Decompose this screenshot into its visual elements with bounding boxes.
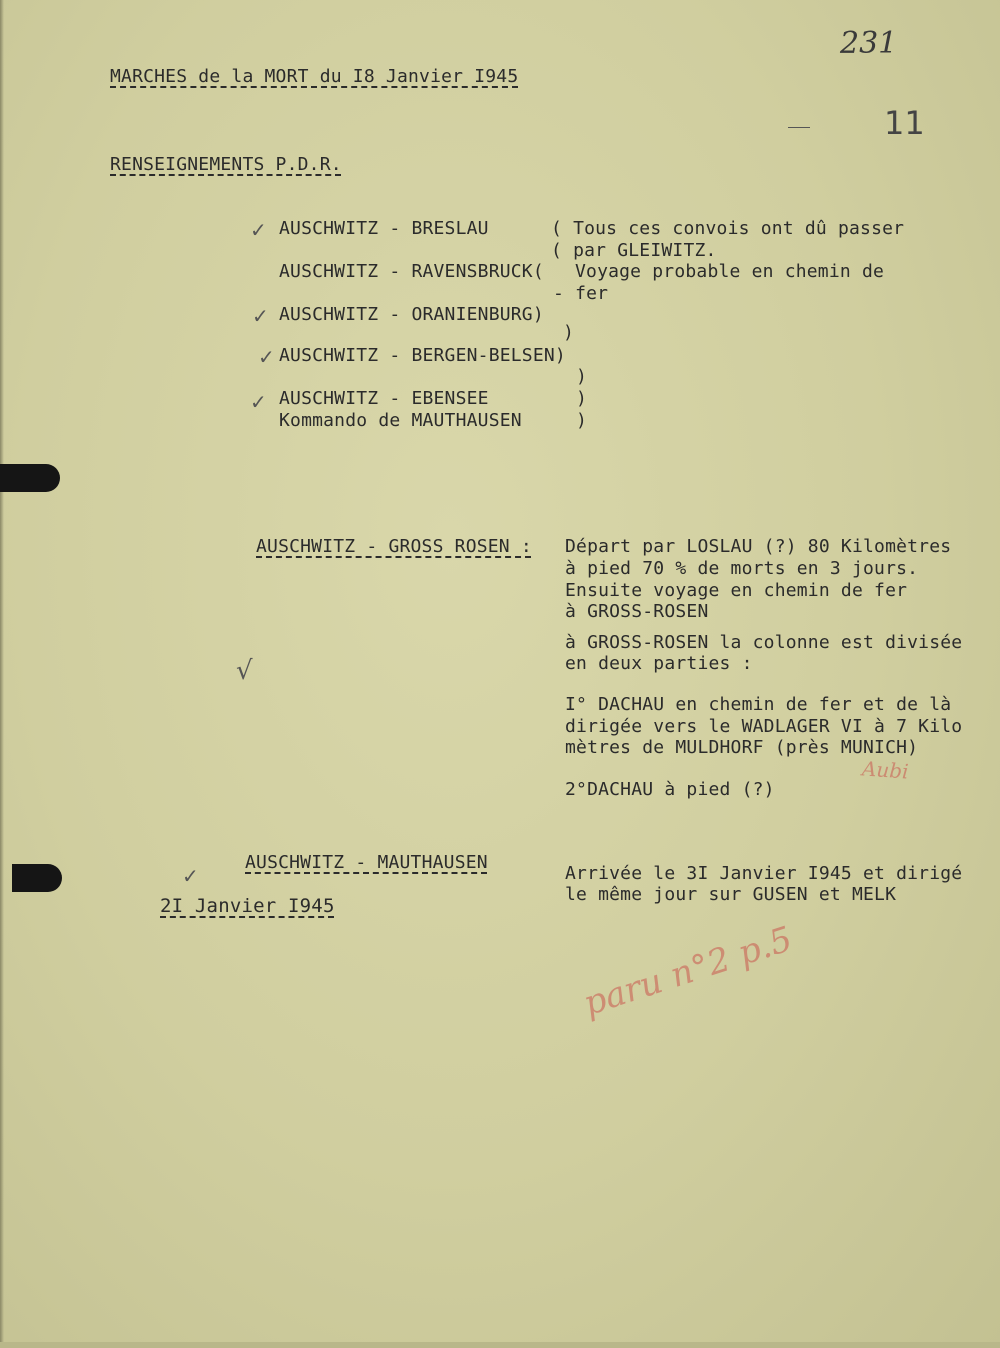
folio-number: 11 — [884, 104, 925, 142]
gross-rosen-line: à GROSS-ROSEN la colonne est divisée — [565, 632, 963, 653]
route-bergen-belsen: AUSCHWITZ - BERGEN-BELSEN) — [279, 345, 566, 366]
section-heading-gross-rosen: AUSCHWITZ - GROSS ROSEN : — [256, 536, 532, 557]
gross-rosen-line: 2°DACHAU à pied (?) — [565, 779, 775, 800]
gross-rosen-line: I° DACHAU en chemin de fer et de là — [565, 694, 952, 715]
note-line: Voyage probable en chemin de — [575, 261, 885, 282]
bracket: ) — [576, 388, 588, 409]
checkmark-icon: ✓ — [258, 345, 275, 369]
binder-hole — [0, 464, 60, 492]
mauthausen-date: 2I Janvier I945 — [160, 895, 335, 917]
gross-rosen-line: mètres de MULDHORF (près MUNICH) — [565, 737, 919, 758]
route-ravensbruck: AUSCHWITZ - RAVENSBRUCK( — [279, 261, 544, 282]
bracket: ) — [563, 322, 575, 343]
red-annotation: paru n°2 p.5 — [578, 919, 798, 1025]
note-line: - fer — [553, 283, 609, 304]
gross-rosen-line: à GROSS-ROSEN — [565, 601, 709, 622]
binder-hole — [12, 864, 62, 892]
route-ebensee-kommando: Kommando de MAUTHAUSEN — [279, 410, 522, 431]
note-line: ( par GLEIWITZ. — [551, 240, 717, 261]
route-ebensee: AUSCHWITZ - EBENSEE — [279, 388, 489, 409]
mauthausen-line: Arrivée le 3I Janvier I945 et dirigé — [565, 863, 963, 884]
document-title: MARCHES de la MORT du I8 Janvier I945 — [110, 66, 519, 87]
checkmark-icon: √ — [236, 656, 253, 686]
red-annotation: Aubi — [861, 756, 910, 784]
route-breslau: AUSCHWITZ - BRESLAU — [279, 218, 489, 239]
checkmark-icon: ✓ — [250, 218, 267, 242]
document-subtitle: RENSEIGNEMENTS P.D.R. — [110, 154, 342, 175]
gross-rosen-line: Ensuite voyage en chemin de fer — [565, 580, 908, 601]
note-line: ( Tous ces convois ont dû passer — [551, 218, 905, 239]
route-oranienburg: AUSCHWITZ - ORANIENBURG) — [279, 304, 544, 325]
section-heading-mauthausen: AUSCHWITZ - MAUTHAUSEN — [245, 852, 488, 873]
gross-rosen-line: en deux parties : — [565, 653, 753, 674]
paper-edge — [0, 0, 4, 1348]
checkmark-icon: ✓ — [250, 390, 267, 414]
gross-rosen-line: à pied 70 % de morts en 3 jours. — [565, 558, 919, 579]
handwritten-page-number: 231 — [840, 26, 898, 61]
bracket: ) — [576, 366, 588, 387]
dash-mark — [788, 127, 810, 128]
mauthausen-line: le même jour sur GUSEN et MELK — [565, 884, 897, 905]
bracket: ) — [576, 410, 588, 431]
gross-rosen-line: dirigée vers le WADLAGER VI à 7 Kilo — [565, 716, 963, 737]
paper-bottom-edge — [0, 1342, 1000, 1348]
gross-rosen-line: Départ par LOSLAU (?) 80 Kilomètres — [565, 536, 952, 557]
checkmark-icon: ✓ — [252, 304, 269, 328]
checkmark-icon: ✓ — [182, 864, 199, 888]
